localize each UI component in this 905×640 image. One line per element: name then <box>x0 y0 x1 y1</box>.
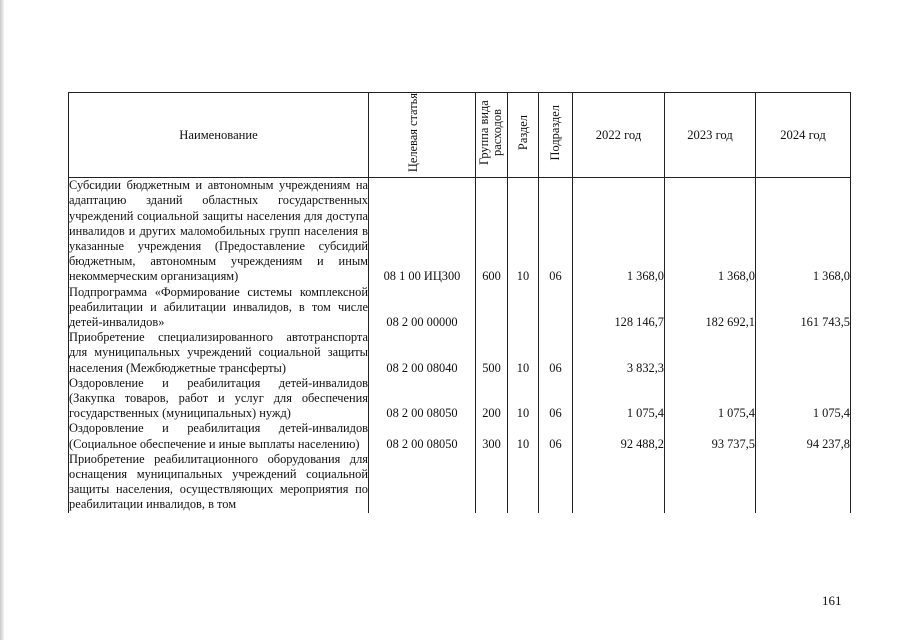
row-code <box>369 452 476 513</box>
row-2022: 1 075,4 <box>573 376 665 422</box>
scan-edge-shadow <box>0 0 4 640</box>
row-name: Приобретение специализированного автотранспорта для муниципальных учреждений социальной защиты населения (Межбюджетные трансферты) <box>69 330 368 375</box>
row-code: 08 1 00 ИЦ300 <box>369 178 476 285</box>
row-name: Подпрограмма «Формирование системы комплексной реабилитации и абилитации инвалидов, в том числе детей-инвалидов» <box>69 284 368 330</box>
row-2023: 1 368,0 <box>665 178 756 285</box>
row-section: 10 <box>508 330 539 376</box>
row-subsection: 06 <box>539 376 573 422</box>
header-2023: 2023 год <box>665 93 756 178</box>
row-2022: 1 368,0 <box>573 178 665 285</box>
row-section <box>508 452 539 513</box>
row-subsection: 06 <box>539 421 573 451</box>
table-row <box>69 178 851 285</box>
row-2024 <box>756 330 851 376</box>
row-group: 200 <box>476 376 508 422</box>
table-header-row <box>69 93 851 178</box>
row-subsection <box>539 285 573 331</box>
row-code: 08 2 00 08050 <box>369 376 476 422</box>
row-group: 500 <box>476 330 508 376</box>
row-2022: 3 832,3 <box>573 330 665 376</box>
row-section: 10 <box>508 421 539 451</box>
header-code: Целевая статья <box>369 93 476 178</box>
row-section <box>508 285 539 331</box>
header-section: Раздел <box>508 93 539 178</box>
row-code: 08 2 00 08050 <box>369 421 476 451</box>
row-2023: 182 692,1 <box>665 285 756 331</box>
row-name: Приобретение реабилитационного оборудования для оснащения муниципальных учреждений социальной защиты населения, осуществляющих мероприятия по реабилитации инвалидов, в том <box>69 451 368 512</box>
header-2022: 2022 год <box>573 93 665 178</box>
row-2022: 128 146,7 <box>573 285 665 331</box>
header-group: Группа вида расходов <box>476 93 508 178</box>
row-2023 <box>665 330 756 376</box>
row-2022: 92 488,2 <box>573 421 665 451</box>
row-name: Оздоровление и реабилитация детей-инвалидов (Закупка товаров, работ и услуг для обеспечения государственных (муниципальных) нужд) <box>69 375 368 421</box>
row-name: Субсидии бюджетным и автономным учреждениям на адаптацию зданий областных государственных учреждений социальной защиты населения для доступа инвалидов и других маломобильных групп населения в указанные учреждения (Предоставление субсидий бюджетным, автономным учреждениям и иным некоммерческим организациям) <box>69 178 368 284</box>
row-2023: 1 075,4 <box>665 376 756 422</box>
header-name: Наименование <box>69 93 369 178</box>
row-2024 <box>756 452 851 513</box>
table-row <box>69 421 851 451</box>
table-row <box>69 452 851 513</box>
row-subsection <box>539 452 573 513</box>
row-subsection: 06 <box>539 178 573 285</box>
row-2024: 1 368,0 <box>756 178 851 285</box>
header-2024: 2024 год <box>756 93 851 178</box>
row-2023: 93 737,5 <box>665 421 756 451</box>
page-number: 161 <box>822 593 842 608</box>
row-name: Оздоровление и реабилитация детей-инвалидов (Социальное обеспечение и иные выплаты населению) <box>69 421 368 451</box>
row-group <box>476 285 508 331</box>
table-row <box>69 376 851 422</box>
row-section: 10 <box>508 178 539 285</box>
row-subsection: 06 <box>539 330 573 376</box>
row-group: 300 <box>476 421 508 451</box>
budget-table <box>68 92 851 513</box>
header-subsection: Подраздел <box>539 93 573 178</box>
table-row <box>69 330 851 376</box>
row-group: 600 <box>476 178 508 285</box>
row-2023 <box>665 452 756 513</box>
row-2024: 94 237,8 <box>756 421 851 451</box>
row-2024: 1 075,4 <box>756 376 851 422</box>
row-code: 08 2 00 08040 <box>369 330 476 376</box>
row-code: 08 2 00 00000 <box>369 285 476 331</box>
row-section: 10 <box>508 376 539 422</box>
row-2022 <box>573 452 665 513</box>
table-row <box>69 285 851 331</box>
row-2024: 161 743,5 <box>756 285 851 331</box>
row-group <box>476 452 508 513</box>
